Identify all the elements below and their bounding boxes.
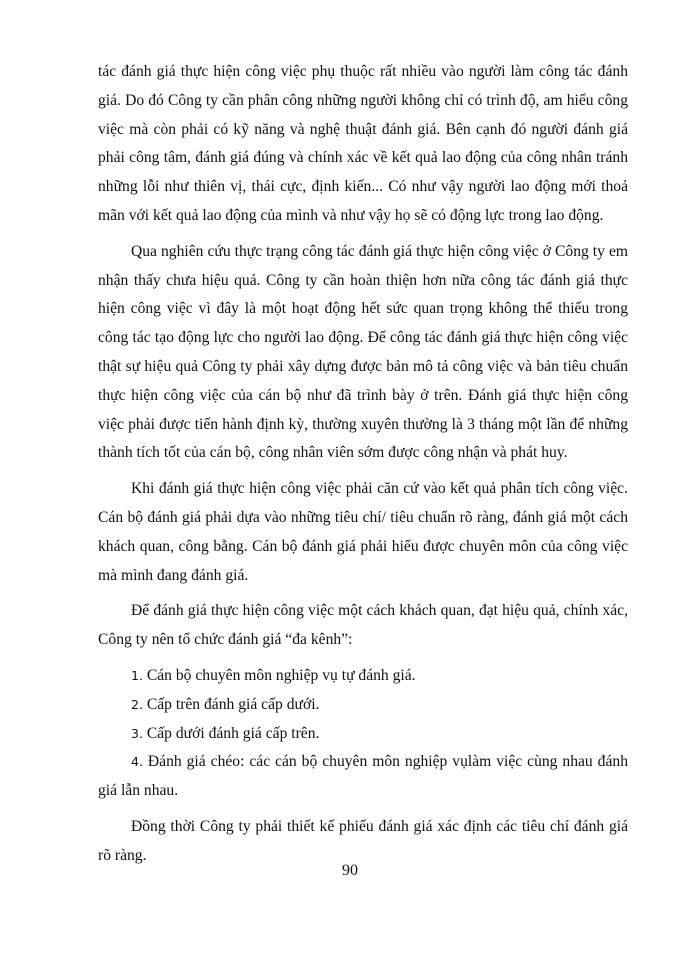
page-number: 90 [342,862,358,879]
paragraph-3: Khi đánh giá thực hiện công việc phải căn cứ vào kết quả phân tích công việc. Cán bộ đánh giá phải dựa vào những tiêu chí/ tiêu chuẩn rõ ràng, đánh giá một cách khách quan, công bằng. Cán bộ đánh giá phải hiểu được chuyên môn của công việc mà mình đang đánh giá. [98,480,628,584]
paragraph-2: Qua nghiên cứu thực trạng công tác đánh giá thực hiện công việc ở Công ty em nhận thấy chưa hiệu quả. Công ty cần hoàn thiện hơn nữa công tác đánh giá thực hiện công việc vì đây là một hoạt động hết sức quan trọng không thể thiếu trong công tác tạo động lực cho người lao động. Để công tác đánh giá thực hiện công việc thật sự hiệu quả Công ty phải xây dựng được bản mô tả công việc và bản tiêu chuẩn thực hiện công việc của cán bộ như đã trình bày ở trên. Đánh giá thực hiện công việc phải được tiến hành định kỳ, thường xuyên thường là 3 tháng một lần để những thành tích tốt của cán bộ, công nhân viên sớm được công nhận và phát huy. [98,242,628,462]
body-text [98,58,628,878]
paragraph-4: Để đánh giá thực hiện công việc một cách khách quan, đạt hiệu quả, chính xác, Công ty nên tổ chức đánh giá “đa kênh”: [98,602,628,649]
list-number: 3. [131,725,143,741]
paragraph-1: tác đánh giá thực hiện công việc phụ thuộc rất nhiều vào người làm công tác đánh giá. Do đó Công ty cần phân công những người không chỉ có trình độ, am hiểu công việc mà còn phải có kỹ năng và nghệ thuật đánh giá. Bên cạnh đó người đánh giá phải công tâm, đánh giá đúng và chính xác về kết quả lao động của công nhân tránh những lỗi như thiên vị, thái cực, định kiến... Có như vậy người lao động mới thoả mãn với kết quả lao động của mình và như vậy họ sẽ có động lực trong lao động. [98,63,628,224]
paragraph-5: Đồng thời Công ty phải thiết kế phiếu đánh giá xác định các tiêu chí đánh giá rõ ràng. [98,817,628,864]
list-item-2 [98,691,628,720]
list-item-1 [98,662,628,691]
list-item-3 [98,720,628,749]
list-text: Cấp trên đánh giá cấp dưới. [146,695,320,713]
list-number: 4. [131,754,143,770]
list-number: 1. [131,667,143,683]
list-number: 2. [131,696,143,712]
list-text: Cấp dưới đánh giá cấp trên. [146,724,320,742]
list-text: Đánh giá chéo: các cán bộ chuyên môn nghiệp vụlàm việc cùng nhau đánh giá lẫn nhau. [98,753,628,800]
list-item-4 [98,748,628,806]
list-text: Cán bộ chuyên môn nghiệp vụ tự đánh giá. [146,666,416,684]
